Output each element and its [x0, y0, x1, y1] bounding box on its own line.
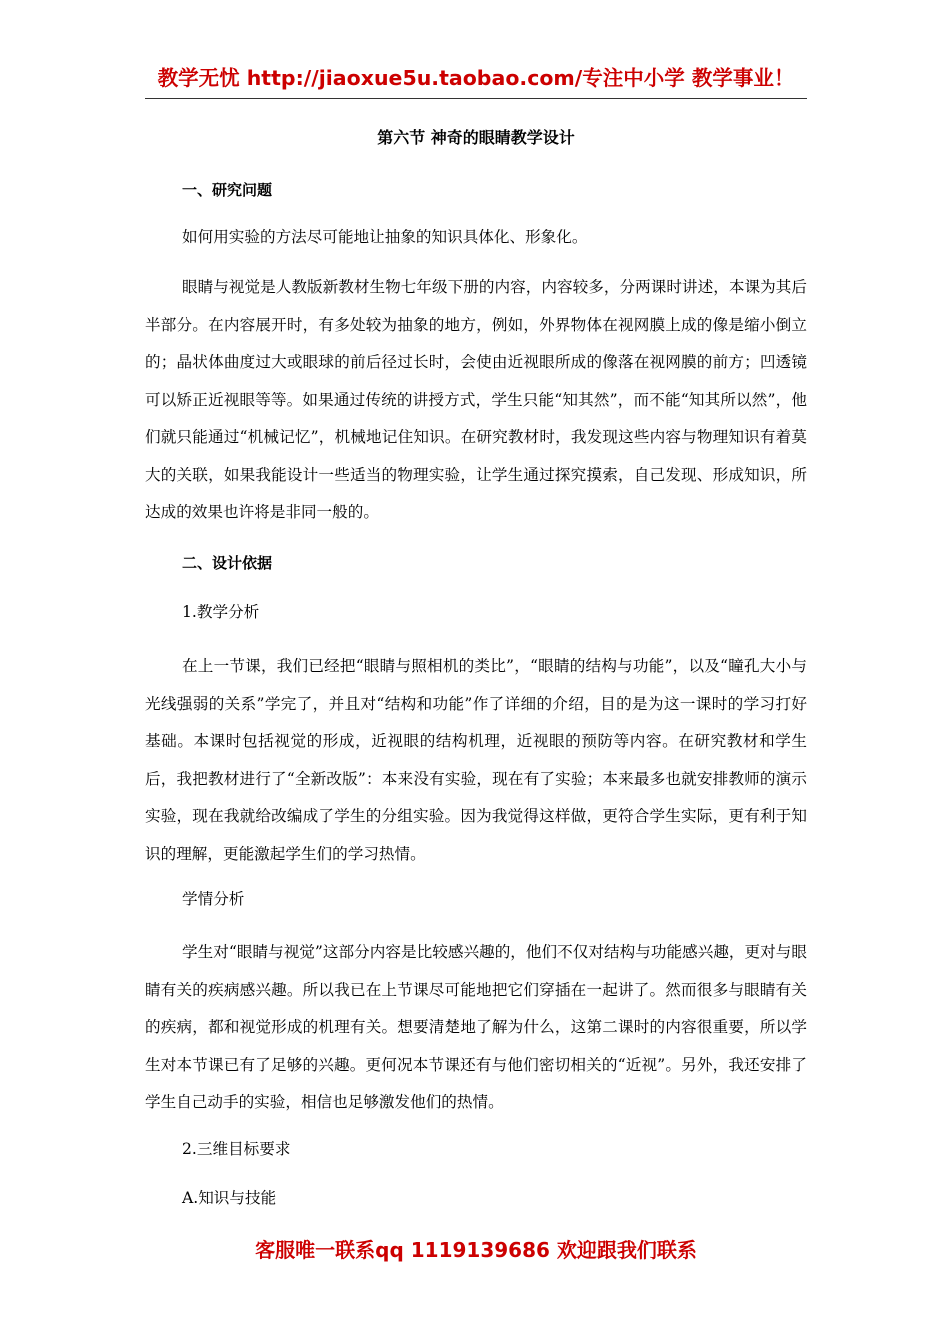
section-heading-design-basis: 二、设计依据 — [182, 554, 273, 572]
document-title: 第六节 神奇的眼睛教学设计 — [377, 128, 575, 147]
header-banner: 教学无忧 http://jiaoxue5u.taobao.com/专注中小学 教学事业！ — [157, 66, 795, 90]
subheading-knowledge-skills: A.知识与技能 — [182, 1189, 277, 1207]
paragraph-teaching-analysis: 在上一节课，我们已经把“眼睛与照相机的类比”，“眼睛的结构与功能”，以及“瞳孔大小与光线强弱的关系”学完了，并且对“结构和功能”作了详细的介绍，目的是为这一课时的学习打好基础。本课时包括视觉的形成，近视眼的结构机理，近视眼的预防等内容。在研究教材和学生后，我把教材进行了“全新改版”：本来没有实验，现在有了实验；本来最多也就安排教师的演示实验，现在我就给改编成了学生的分组实验。因为我觉得这样做，更符合学生实际，更有利于知识的理解，更能激起学生们的学习热情。 — [145, 657, 807, 863]
paragraph-research-question: 如何用实验的方法尽可能地让抽象的知识具体化、形象化。 — [182, 228, 588, 246]
paragraph-student-analysis: 学生对“眼睛与视觉”这部分内容是比较感兴趣的，他们不仅对结构与功能感兴趣，更对与眼睛有关的疾病感兴趣。所以我已在上节课尽可能地把它们穿插在一起讲了。然而很多与眼睛有关的疾病，都和视觉形成的机理有关。想要清楚地了解为什么，这第二课时的内容很重要，所以学生对本节课已有了足够的兴趣。更何况本节课还有与他们密切相关的“近视”。另外，我还安排了学生自己动手的实验，相信也足够激发他们的热情。 — [145, 943, 807, 1111]
subheading-teaching-analysis: 1.教学分析 — [182, 603, 260, 621]
subheading-student-analysis: 学情分析 — [182, 890, 245, 908]
paragraph-background: 眼睛与视觉是人教版新教材生物七年级下册的内容，内容较多，分两课时讲述，本课为其后半部分。在内容展开时，有多处较为抽象的地方，例如，外界物体在视网膜上成的像是缩小倒立的；晶状体曲度过大或眼球的前后径过长时，会使由近视眼所成的像落在视网膜的前方；凹透镜可以矫正近视眼等等。如果通过传统的讲授方式，学生只能“知其然”，而不能“知其所以然”，他们就只能通过“机械记忆”，机械地记住知识。在研究教材时，我发现这些内容与物理知识有着莫大的关联，如果我能设计一些适当的物理实验，让学生通过探究摸索，自己发现、形成知识，所达成的效果也许将是非同一般的。 — [145, 278, 807, 521]
subheading-three-dimensional-goals: 2.三维目标要求 — [182, 1140, 291, 1158]
header-divider — [145, 98, 807, 99]
section-heading-research-question: 一、研究问题 — [182, 181, 273, 199]
footer-banner: 客服唯一联系qq 1119139686 欢迎跟我们联系 — [255, 1238, 697, 1262]
